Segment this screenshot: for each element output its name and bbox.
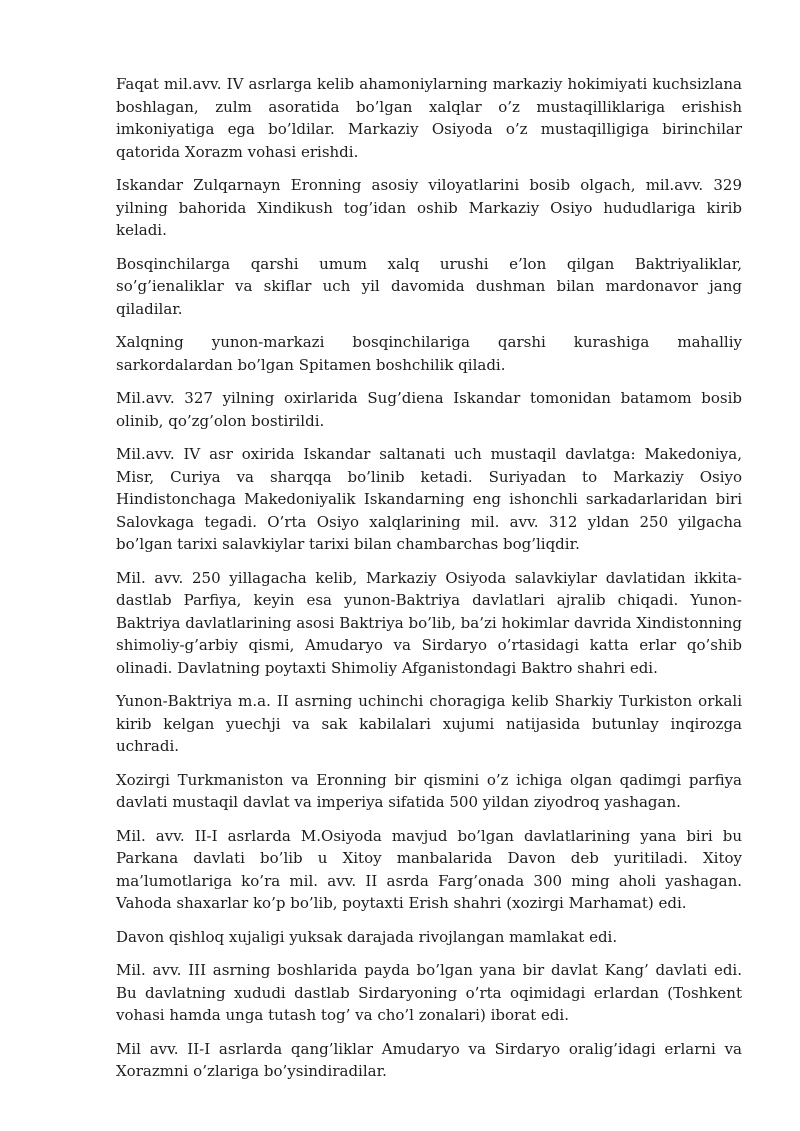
paragraph: Mil.avv. 327 yilning oxirlarida Sug’diena Iskandar tomonidan batamom bosib olinib, qo’zg’olon bostirildi.	[116, 389, 742, 430]
paragraph: Mil. avv. II-I asrlarda M.Osiyoda mavjud bo’lgan davlatlarining yana biri bu Parkana davlati bo’lib u Xitoy manbalarida Davon deb yuritiladi. Xitoy ma’lumotlariga ko’ra mil. avv. II asrda Farg’onada 300 ming aholi yashagan. Vahoda shaxarlar ko’p bo’lib, poytaxti Erish shahri (xozirgi Marhamat) edi.	[116, 826, 742, 912]
paragraph: Xalqning yunon-markazi bosqinchilariga qarshi kurashiga mahalliy sarkordalardan bo’lgan Spitamen boshchilik qiladi.	[116, 333, 742, 374]
paragraph: Mil. avv. III asrning boshlarida payda bo’lgan yana bir davlat Kang’ davlati edi. Bu davlatning xududi dastlab Sirdaryoning o’rta oqimidagi erlardan (Toshkent vohasi hamda unga tutash tog’ va cho’l zonalari) iborat edi.	[116, 961, 742, 1024]
paragraph: Faqat mil.avv. IV asrlarga kelib ahamoniylarning markaziy hokimiyati kuchsizlana boshlagan, zulm asoratida bo’lgan xalqlar o’z mustaqilliklariga erishish imkoniyatiga ega bo’ldilar. Markaziy Osiyoda o’z mustaqilligiga birinchilar qatorida Xorazm vohasi erishdi.	[116, 75, 742, 161]
paragraph: Iskandar Zulqarnayn Eronning asosiy viloyatlarini bosib olgach, mil.avv. 329 yilning bahorida Xindikush tog’idan oshib Markaziy Osiyo hududlariga kirib keladi.	[116, 176, 742, 239]
paragraph: Mil avv. II-I asrlarda qang’liklar Amudaryo va Sirdaryo oralig’idagi erlarni va Xorazmni o’zlariga bo’ysindiradilar.	[116, 1039, 742, 1080]
document-page	[116, 73, 742, 1094]
paragraph: Mil. avv. 250 yillagacha kelib, Markaziy Osiyoda salavkiylar davlatidan ikkita-dastlab Parfiya, keyin esa yunon-Baktriya davlatlari ajralib chiqadi. Yunon-Baktriya davlatlarining asosi Baktriya bo’lib, ba’zi hokimlar davrida Xindistonning shimoliy-g’arbiy qismi, Amudaryo va Sirdaryo o’rtasidagi katta erlar qo’shib olinadi. Davlatning poytaxti Shimoliy Afganistondagi Baktro shahri edi.	[116, 568, 742, 677]
paragraph: Yunon-Baktriya m.a. II asrning uchinchi choragiga kelib Sharkiy Turkiston orkali kirib kelgan yuechji va sak kabilalari xujumi natijasida butunlay inqirozga uchradi.	[116, 692, 742, 755]
paragraph: Bosqinchilarga qarshi umum xalq urushi e’lon qilgan Baktriyaliklar, so’g’ienaliklar va skiflar uch yil davomida dushman bilan mardonavor jang qiladilar.	[116, 254, 742, 318]
paragraph: Davon qishloq xujaligi yuksak darajada rivojlangan mamlakat edi.	[116, 927, 618, 946]
paragraph: Mil.avv. IV asr oxirida Iskandar saltanati uch mustaqil davlatga: Makedoniya, Misr, Curiya va sharqqa bo’linib ketadi. Suriyadan to Markaziy Osiyo Hindistonchaga Makedoniyalik Iskandarning eng ishonchli sarkadarlaridan biri Salovkaga tegadi. O’rta Osiyo xalqlarining mil. avv. 312 yldan 250 yilgacha bo’lgan tarixi salavkiylar tarixi bilan chambarchas bog’liqdir.	[116, 445, 742, 553]
paragraph: Xozirgi Turkmaniston va Eronning bir qismini o’z ichiga olgan qadimgi parfiya davlati mustaqil davlat va imperiya sifatida 500 yildan ziyodroq yashagan.	[116, 770, 742, 811]
